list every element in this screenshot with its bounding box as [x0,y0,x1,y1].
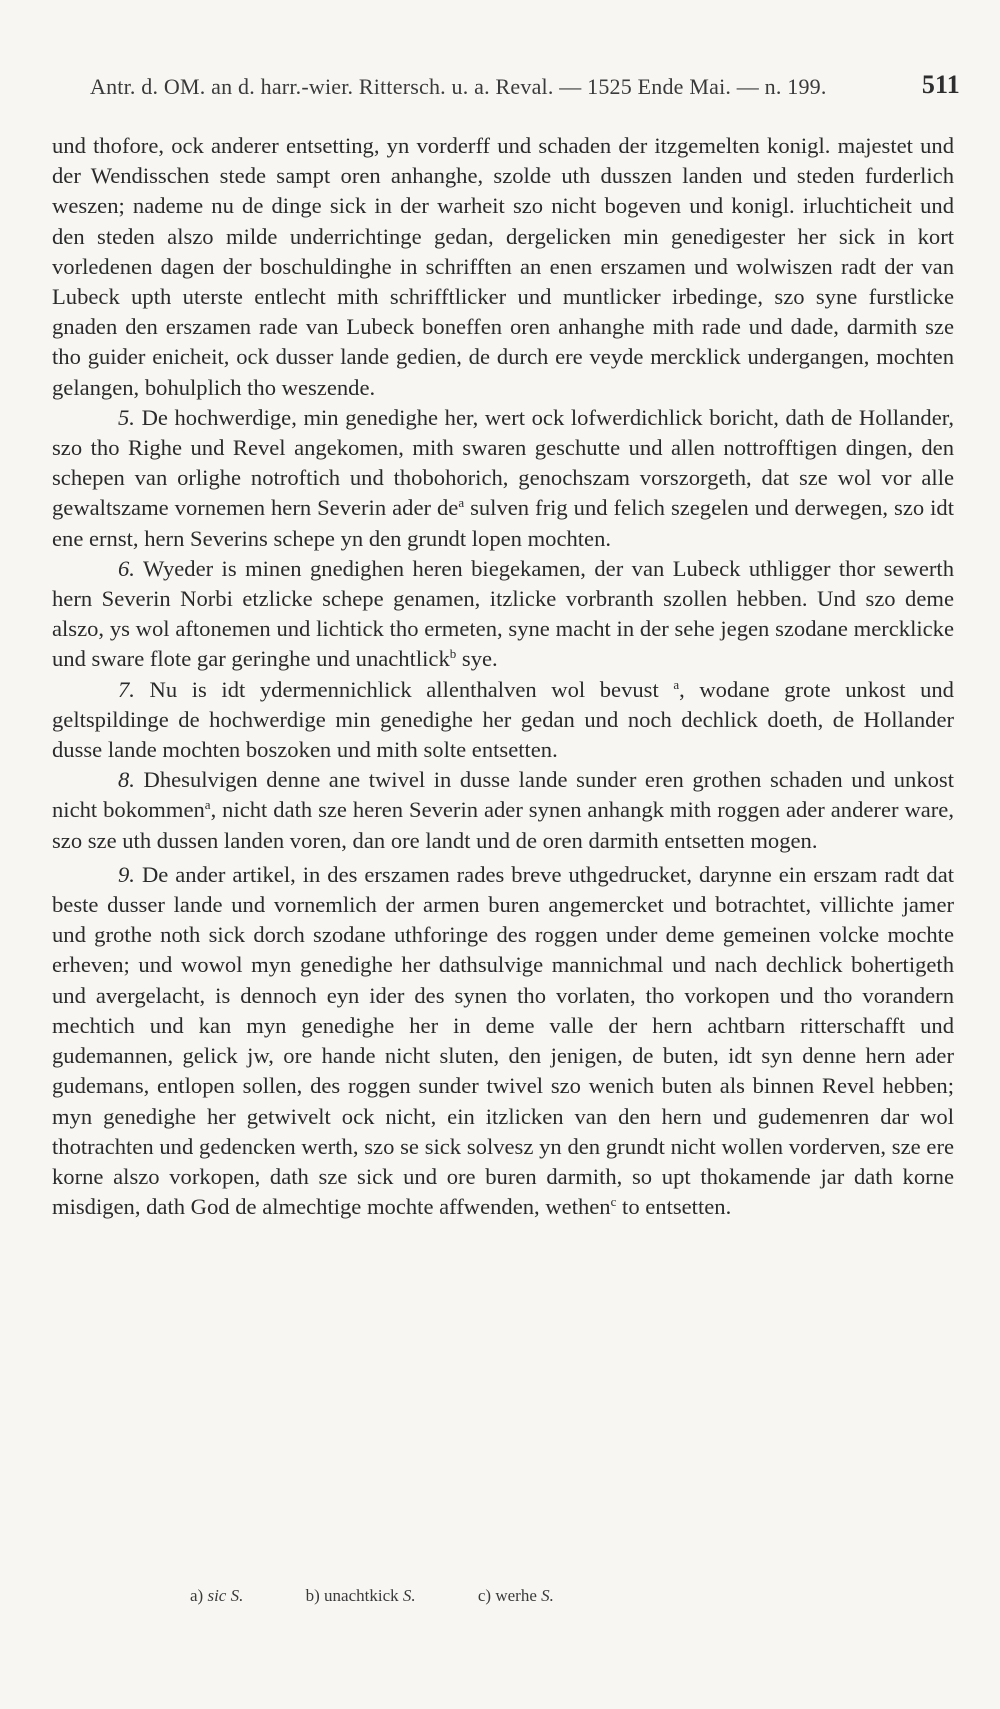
footnote-marker: a [204,797,211,813]
paragraph-continued [52,131,954,403]
paragraph-text-after: to entsetten. [616,1194,732,1220]
paragraph-5 [52,403,954,554]
footnote-text: unachtkick [324,1586,399,1605]
footnote-a [190,1586,243,1606]
body-text [52,131,954,1222]
footnote-marker: a [673,676,680,692]
footnote-mark: c) [477,1586,492,1605]
paragraph-6 [52,554,954,675]
footnote-b [306,1586,416,1606]
running-title: Antr. d. OM. an d. harr.-wier. Rittersch. u. a. Reval. — 1525 Ende Mai. — n. 199. [90,74,827,99]
paragraph-text-after: , wodane grote unkost und geltspildinge de hochwerdige min genedighe her gedan und noch dechlick doeth, de Hollander dusse lande mochten boszoken und mith solte entsetten. [52,676,954,763]
paragraph-number: 6. [118,555,135,581]
footnote-text: werhe [495,1586,537,1605]
page-number: 511 [921,70,960,99]
footnote-source: S. [230,1586,244,1605]
paragraph-text: und thofore, ock anderer entsetting, yn vorderff und schaden der itzgemelten konigl. majestet und der Wendisschen stede sampt oren anhanghe, szolde uth dusszen landen und steden furderlich weszen; nademe nu de dinge sick in der warheit szo nicht bogeven und konigl. irluchticheit und den steden alszo milde underrichtinge gedan, dergelicken min genedigester her sick in kort vorledenen dagen der boschuldinghe in schrifften an enen erszamen und wolwiszen radt der van Lubeck upth uterste entlecht mith schrifftlicker und muntlicker irbedinge, szo syne furstlicke gnaden den erszamen rade van Lubeck boneffen oren anhanghe mith rade und dade, darmith sze tho guider enicheit, ock dusser lande gedien, de durch ere veyde mercklick undergangen, mochten gelangen, bohulplich tho weszende. [52,133,954,400]
paragraph-7 [52,675,954,766]
paragraph-text: Wyeder is minen gnedighen heren biegekamen, der van Lubeck uthligger thor sewerth hern Severin Norbi etzlicke schepe genamen, itzlicke vorbranth szollen hebben. Und szo deme alszo, ys wol aftonemen und lichtick tho ermeten, syne macht in der sehe jegen szodane mercklicke und sware flote gar geringhe und unachtlick [52,555,954,672]
paragraph-number: 8. [118,767,135,793]
paragraph-text: Nu is idt ydermennichlick allenthalven wol bevust [149,676,659,702]
paragraph-text: Dhesulvigen denne ane twivel in dusse lande sunder eren grothen schaden und unkost nicht bokommen [52,767,954,823]
paragraph-8 [52,765,954,856]
footnote-marker: b [449,646,457,662]
paragraph-9 [52,860,954,1222]
footnote-c [478,1586,554,1606]
paragraph-text: De ander artikel, in des erszamen rades breve uthgedrucket, darynne ein erszam radt dat beste dusser lande und vornemlich der armen buren angemercket und botrachtet, villichte jamer und grothe noth sick dorch szodane uthforinge des roggen under deme gemeinen volcke mochte erheven; und wowol myn genedighe her dathsulvige mannichmal und nach dechlick bohertigeth und avergelacht, is dennoch eyn ider des synen tho vorlaten, tho vorkopen und tho vorandern mechtich und kan myn genedighe her in deme valle der hern achtbarn ritterschafft und gudemannen, gelick jw, ore hande nicht sluten, den jenigen, de buten, idt syn denne hern ader gudemans, entlopen sollen, des roggen sunder twivel szo wenich buten als binnen Revel hebben; myn genedighe her getwivelt ock nicht, ein itzlicken van den hern und gudemenren dar wol thotrachten und gedencken werth, szo se sick solvesz yn den grundt nicht wollen vorderven, sze ere korne alszo vorkopen, dath sze sick und ore buren darmith, so upt thokamende jar dath korne misdigen, dath God de almechtige mochte affwenden, wethen [52,861,954,1220]
footnote-marker: a [458,495,465,511]
paragraph-text-after: sye. [456,646,498,672]
paragraph-number: 7. [118,676,135,702]
footnote-text: sic [207,1586,227,1605]
paragraph-number: 9. [118,861,135,887]
footnote-mark: b) [305,1586,320,1605]
footnotes [190,1586,612,1606]
footnote-mark: a) [190,1586,204,1605]
footnote-source: S. [541,1586,554,1605]
footnote-marker: c [610,1194,617,1210]
paragraph-text-after: , nicht dath sze heren Severin ader synen anhangk mith roggen ader anderer ware, szo sze uth dussen landen voren, dan ore landt und de oren darmith entsetten mogen. [52,797,954,853]
paragraph-number: 5. [118,404,135,430]
paragraph-text: De hochwerdige, min genedighe her, wert ock lofwerdichlick boricht, dath de Hollander, szo tho Righe und Revel angekomen, mith swaren geschutte und allen nottrofftigen dingen, den schepen van orlighe notroftich und thobohorich, genochszam vorszorgeth, dat sze wol vor alle gewaltszame vornemen hern Severin ader de [52,404,954,521]
footnote-source: S. [402,1586,416,1605]
paragraph-text-after: sulven frig und felich szegelen und derwegen, szo idt ene ernst, hern Severins schepe yn den grundt lopen mochten. [52,495,954,551]
